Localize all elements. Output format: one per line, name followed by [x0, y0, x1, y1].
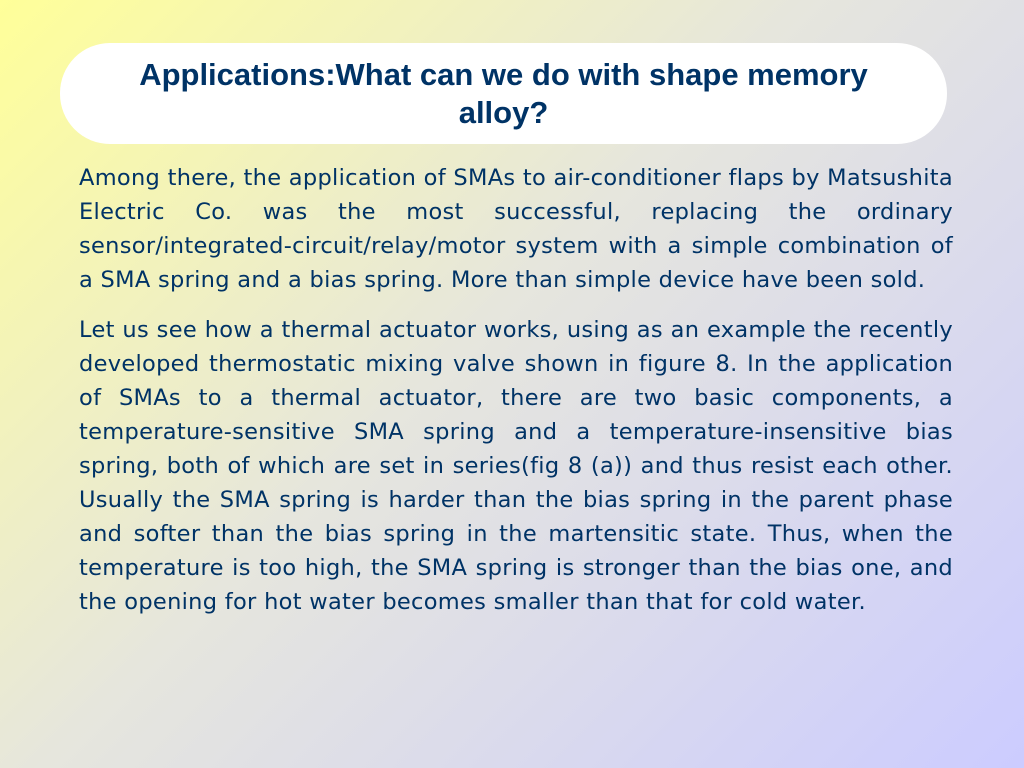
body-paragraph-2: Let us see how a thermal actuator works, using as an example the recently developed thermostatic mixing valve shown in figure 8. In the application of SMAs to a thermal actuator, there are two basic components, a temperature-sensitive SMA spring and a temperature-insensitive bias spring, both of which are set in series(fig 8 (a)) and thus resist each other. Usually the SMA spring is harder than the bias spring in the parent phase and softer than the bias spring in the martensitic state. Thus, when the temperature is too high, the SMA spring is stronger than the bias one, and the opening for hot water becomes smaller than that for cold water. — [79, 317, 953, 615]
title-box — [60, 43, 947, 144]
slide-title: Applications:What can we do with shape memory alloy? — [139, 56, 868, 130]
body-paragraph-1: Among there, the application of SMAs to air-conditioner flaps by Matsushita Electric Co. was the most successful, replacing the ordinary sensor/integrated-circuit/relay/motor system with a simple combination of a SMA spring and a bias spring. More than simple device have been sold. — [79, 165, 953, 293]
slide-body — [79, 161, 953, 619]
